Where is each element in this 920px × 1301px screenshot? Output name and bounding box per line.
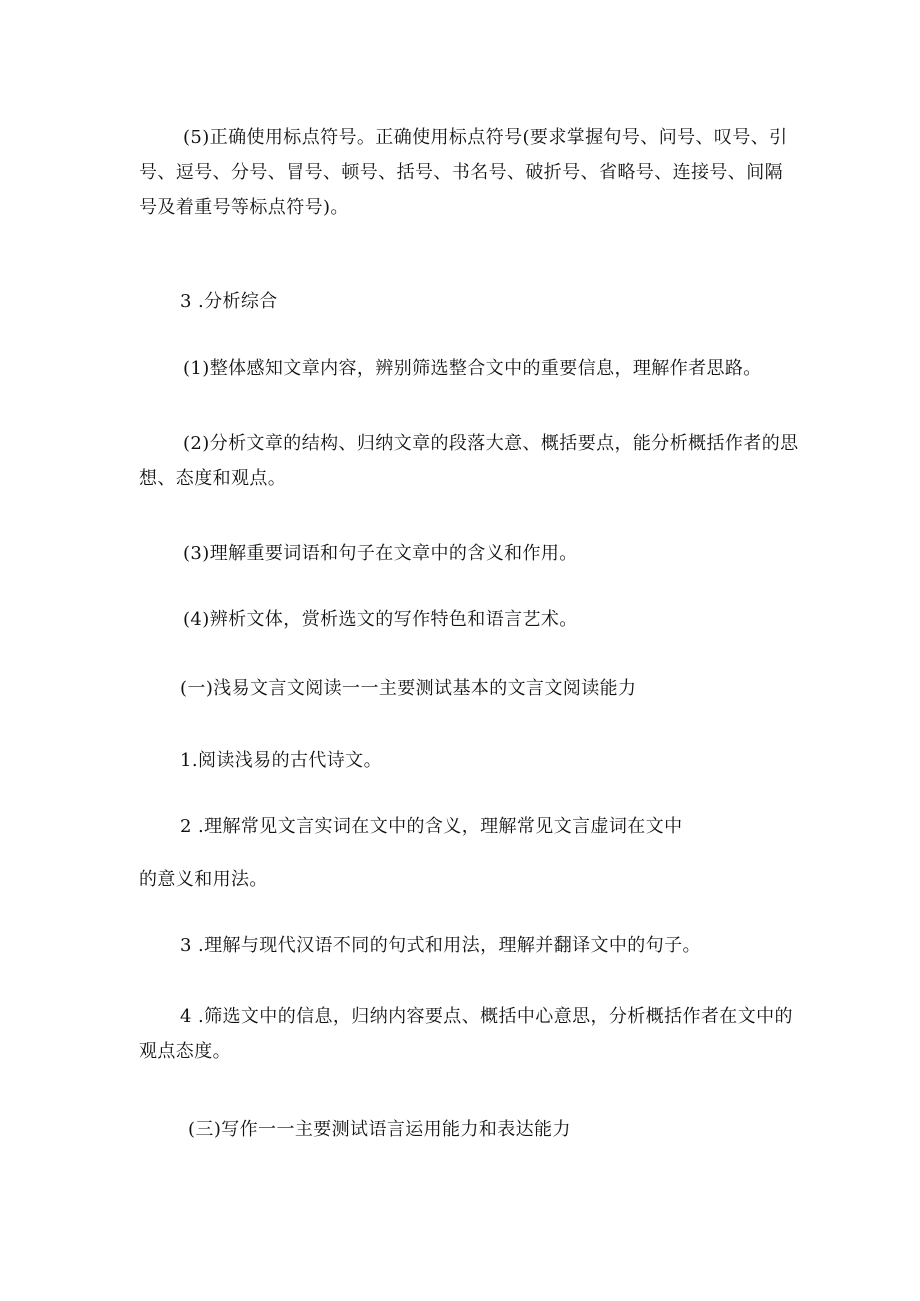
paragraph-item-2: (2)分析文章的结构、归纳文章的段落大意、概括要点，能分析概括作者的思想、态度和观点。 xyxy=(139,433,799,489)
paragraph-classical-2: 2 .理解常见文言实词在文中的含义，理解常见文言虚词在文中 xyxy=(180,816,683,837)
paragraph-classical-1: 1.阅读浅易的古代诗文。 xyxy=(180,750,382,771)
paragraph-classical-4: 4 .筛选文中的信息，归纳内容要点、概括中心意思，分析概括作者在文中的观点态度。 xyxy=(139,1006,793,1062)
paragraph-punctuation: (5)正确使用标点符号。正确使用标点符号(要求掌握句号、问号、叹号、引号、逗号、分号、冒号、顿号、括号、书名号、破折号、省略号、连接号、间隔号及着重号等标点符号)。 xyxy=(139,127,788,218)
paragraph-item-3: (3)理解重要词语和句子在文章中的含义和作用。 xyxy=(183,543,578,564)
paragraph-classical-2-continued: 的意义和用法。 xyxy=(139,869,268,890)
paragraph-classical-3: 3 .理解与现代汉语不同的句式和用法，理解并翻译文中的句子。 xyxy=(180,935,701,956)
heading-analysis-synthesis: 3 .分析综合 xyxy=(180,291,278,312)
heading-classical-reading: (一)浅易文言文阅读一一主要测试基本的文言文阅读能力 xyxy=(180,678,637,699)
heading-writing: (三)写作一一主要测试语言运用能力和表达能力 xyxy=(188,1119,571,1140)
paragraph-item-4: (4)辨析文体，赏析选文的写作特色和语言艺术。 xyxy=(183,609,578,630)
paragraph-item-1: (1)整体感知文章内容，辨别筛选整合文中的重要信息，理解作者思路。 xyxy=(183,358,762,379)
